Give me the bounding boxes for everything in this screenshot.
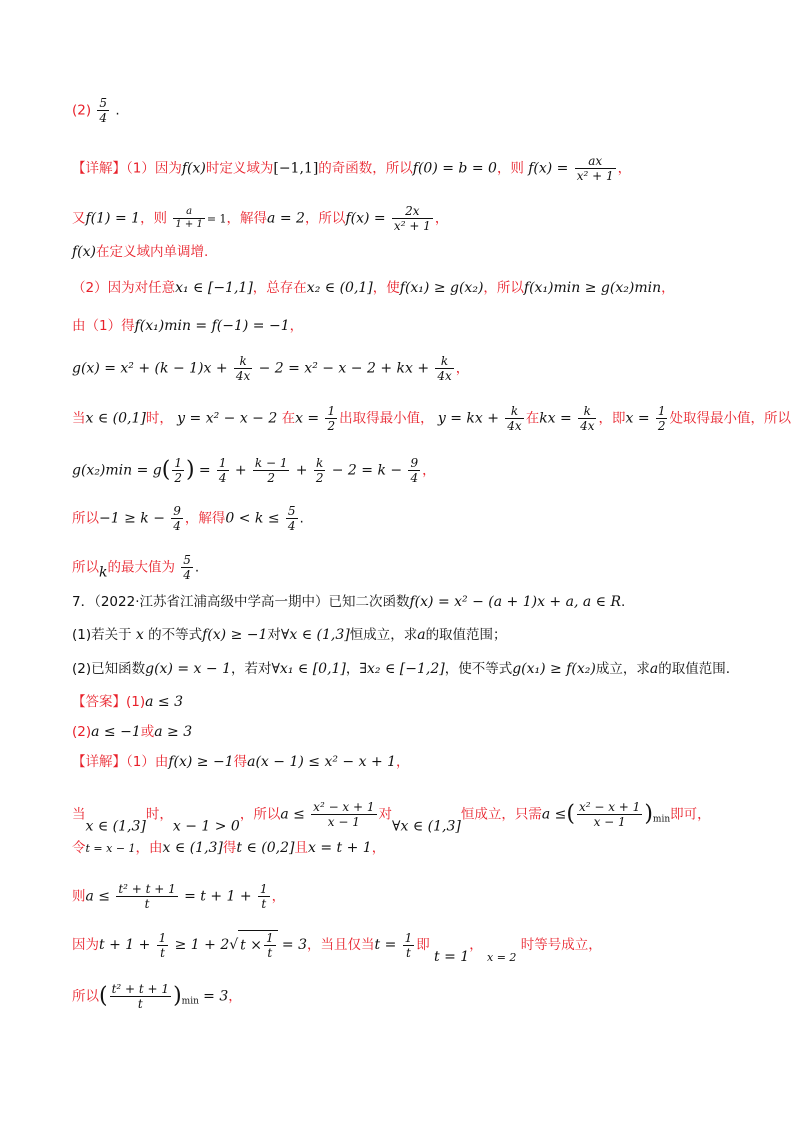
fraction: $\frac{1}{2}$ — [174, 456, 182, 485]
solution-line: （2）因为对任意x₁ ∈ [−1,1]，总存在x₂ ∈ (0,1]，使f(x₁) ≥ g(x₂)，所以f(x₁)min ≥ g(x₂)min， — [72, 280, 675, 296]
solution-line: 令t = x − 1，由x ∈ (1,3]得t ∈ (0,2]且x = t + 1， — [72, 840, 386, 856]
fraction: $\frac{9}{4}$ — [410, 456, 419, 485]
fraction: $\frac{k}{4x}$ — [507, 404, 522, 433]
fraction: $\frac{1}{t}$ — [265, 931, 274, 960]
fraction: $\frac{5}{4}$ — [287, 504, 296, 533]
sqrt-sign: √ — [229, 937, 239, 953]
answer-part-2: (2) $\frac{5}{4}$ . — [72, 96, 120, 125]
sqrt-body: t × $\frac{1}{t}$ — [238, 930, 277, 960]
fraction: $\frac{1}{2}$ — [327, 404, 336, 433]
fraction: $\frac{k}{2}$ — [315, 456, 324, 485]
solution-line: 由（1）得f(x₁)min = f(−1) = −1， — [72, 318, 304, 334]
solution-line: g(x) = x² + (k − 1)x + $\frac{k}{4x}$ − 2 = x² − x − 2 + kx + $\frac{k}{4x}$ ， — [72, 354, 470, 383]
problem-7-part-2: (2)已知函数g(x) = x − 1，若对∀x₁ ∈ [0,1]，∃x₂ ∈ [−1,2]，使不等式g(x₁) ≥ f(x₂)成立，求a的取值范围. — [72, 661, 730, 677]
solution-line: 所以( $\frac{\text{t² + t + 1}}{t}$ )$_{min} = 3$， — [72, 982, 242, 1011]
fraction: $\frac{\text{t² + t + 1}}{t}$ — [118, 882, 176, 911]
fraction: $\frac{k}{4x}$ — [580, 404, 595, 433]
solution-line: g(x₂)min = g( $\frac{1}{2}$ ) = $\frac{1}{4}$ + $\frac{k - 1}{2}$ + $\frac{k}{2}$ − 2 = k − $\frac{9}{4}$ ， — [72, 456, 436, 485]
solution-line: 所以−1 ≥ k − $\frac{9}{4}$ ，解得0 < k ≤ $\frac{5}{4}$ . — [72, 504, 304, 533]
solution-line: f(x)在定义域内单调增. — [72, 244, 209, 260]
answer-line: (2)a ≤ −1或a ≥ 3 — [72, 724, 193, 740]
solution-line: 【详解】（1）因为f(x)时定义域为[−1,1]的奇函数，所以f(0) = b = 0，则 f(x) = $\frac{ax}{\text{x² + 1}}$ ， — [72, 154, 632, 183]
fraction: $\frac{1}{2}$ — [657, 404, 666, 433]
fraction: $\frac{9}{4}$ — [173, 504, 181, 533]
fraction: $\frac{a}{1 + 1}$ — [175, 206, 203, 230]
fraction: $\frac{k - 1}{2}$ — [254, 456, 288, 485]
answer-line: 【答案】(1)a ≤ 3 — [72, 694, 184, 710]
solution-line: 又f(1) = 1，则 $\frac{a}{1 + 1}$ = 1，解得a = 2，所以f(x) = $\frac{2x}{\text{x² + 1}}$ ， — [72, 204, 449, 233]
fraction: $\frac{5}{4}$ — [183, 553, 191, 582]
fraction: $\frac{5}{4}$ — [99, 96, 108, 125]
fraction: $\frac{\text{x² − x + 1}}{x - 1}$ — [313, 800, 375, 829]
fraction: $\frac{1}{t}$ — [404, 930, 413, 960]
part-label: (2) — [72, 102, 92, 119]
fraction: $\frac{k}{4x}$ — [235, 354, 251, 383]
solution-line: 则a ≤ $\frac{\text{t² + t + 1}}{t}$ = t + 1 + $\frac{1}{t}$ ， — [72, 882, 286, 911]
fraction: $\frac{ax}{\text{x² + 1}}$ — [576, 154, 614, 183]
solution-line: 当x ∈ (1,3]时，x − 1 > 0，所以a ≤ $\frac{\text{x² − x + 1}}{x - 1}$ 对∀x ∈ (1,3]恒成立，只需a ≤( $\frac{\text{x² − x + 1}}{x - 1}$ )$_{min}$即可， — [72, 800, 711, 835]
solution-line: 所以k的最大值为 $\frac{5}{4}$ . — [72, 553, 200, 582]
fraction: $\frac{k}{4x}$ — [437, 354, 452, 383]
problem-7-part-1: (1)若关于 x 的不等式f(x) ≥ −1对∀x ∈ (1,3]恒成立，求a的取值范围； — [72, 627, 507, 643]
solution-line: 【详解】（1）由f(x) ≥ −1得a(x − 1) ≤ x² − x + 1， — [72, 754, 410, 770]
solution-line: 当x ∈ (0,1]时， y = x² − x − 2 在x = $\frac{1}{2}$ 出取得最小值， y = kx + $\frac{k}{4x}$ 在kx = $\frac{k}{4x}$ ，即x = $\frac{1}{2}$ 处取得最小值，所以 — [72, 404, 791, 433]
fraction: $\frac{1}{t}$ — [259, 882, 268, 911]
fraction: $\frac{\text{t² + t + 1}}{t}$ — [111, 982, 170, 1011]
fraction: $\frac{2x}{\text{x² + 1}}$ — [393, 204, 431, 233]
fraction: $\frac{\text{x² − x + 1}}{x - 1}$ — [578, 800, 641, 829]
fraction: $\frac{1}{t}$ — [158, 930, 167, 960]
solution-line: 因为t + 1 + $\frac{1}{t}$ ≥ 1 + 2√ t × $\frac{1}{t}$ = 3，当且仅当t = $\frac{1}{t}$ 即 t = 1， $_{x = 2}$ 时等号成立， — [72, 930, 602, 965]
problem-7-stem: 7．（2022·江苏省江浦高级中学高一期中）已知二次函数f(x) = x² − (a + 1)x + a, a ∈ R. — [72, 594, 626, 610]
fraction: $\frac{1}{4}$ — [218, 456, 227, 485]
